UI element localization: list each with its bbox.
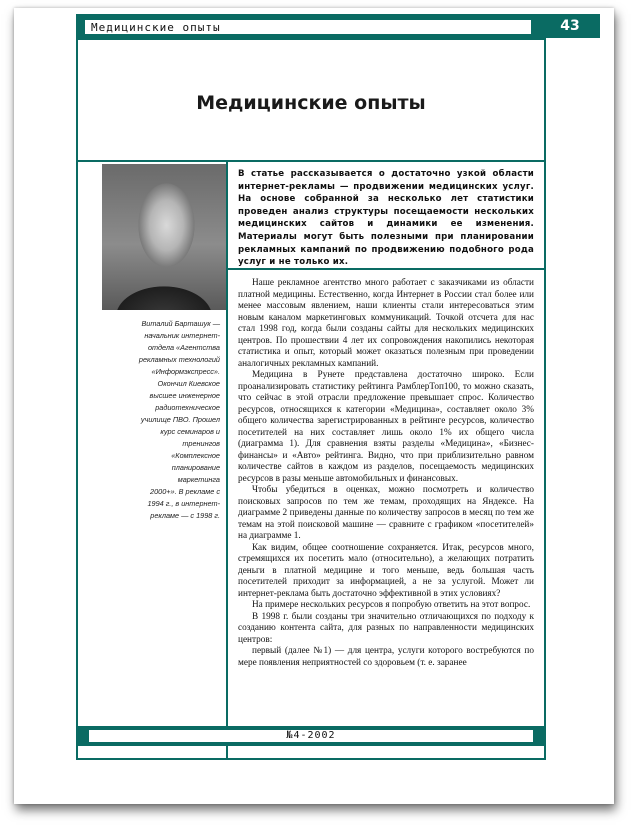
article-frame [76, 38, 546, 760]
body-paragraph: Наше рекламное агентство много работает с заказчиками из области платной медицины. Естественно, когда Интернет в России стал более или менее массовым явлением, наши клиенты стали интересоваться этим новым каналом маркетинговых коммуникаций. Точкой отсчета для нас стал 1998 год, когда были созданы сайты для нескольких медицинских центров. По прошествии 4 лет их сопровождения накопились некоторая статистика и опыт, который может оказаться полезным при проведении аналогичных рекламных кампаний. [238, 278, 534, 369]
body-paragraph: Как видим, общее соотношение сохраняется. Итак, ресурсов много, стремящихся их посетить мало (относительно), а желающих потратить деньги в платной медицине и того меньше, ведь большая часть посетителей приходит за информацией, а не за услугой. Может ли интернет-реклама быть достаточно эффективной в этих условиях? [238, 542, 534, 599]
lead-divider [228, 268, 544, 270]
article-lead: В статье рассказывается о достаточно узкой области интернет-рекламы — продвижении медицинских услуг. На основе собранной за несколько лет статистики проведен анализ структуры посещаемости нескольких медицинских сайтов и динамики ее изменения. Материалы могут быть полезными при планировании рекламных кампаний по продвижению подобного рода услуг и не только их. [238, 169, 534, 268]
author-caption: Виталий Барташук — начальник интернет- отдела «Агентства рекламных технологий «Информэкспресс». Окончил Киевское высшее инженерное радиотехническое училище ПВО. Прошел курс семинаров и тренингов «Комплексное планирование маркетинга 2000+». В рекламе с 1994 г., в интернет- рекламе — с 1998 г. [138, 319, 220, 520]
body-paragraph: На примере нескольких ресурсов я попробую ответить на этот вопрос. [252, 600, 531, 610]
article-body [238, 278, 534, 750]
issue-label: №4-2002 [88, 729, 534, 743]
body-paragraph: В 1998 г. были созданы три значительно отличающихся по подходу к созданию контента сайта, для разных по направленности медицинских центров: [238, 611, 534, 645]
body-paragraph: первый (далее №1) — для центра, услуги которого востребуются по мере появления неприятностей со здоровьем (т. е. заранее [238, 646, 534, 668]
title-box [78, 40, 544, 162]
page-number: 43 [560, 18, 580, 34]
article-title: Медицинские опыты [196, 92, 426, 114]
column-divider [226, 160, 228, 758]
section-label: Медицинские опыты [84, 19, 532, 35]
body-paragraph: Медицина в Рунете представлена достаточно широко. Если проанализировать статистику рейтинга РамблерТоп100, то можно сказать, что сейчас в этой отрасли предложение превышает спрос. Количество ресурсов, относящихся к категории «Медицина», составляет около 3% общего количества зарегистрированных в рейтинге ресурсов, количество посетителей на них составляет лишь около 1% их общего числа (диаграмма 1). Для сравнения взяты разделы «Медицина», «Бизнес-финансы» и «Авто» рейтинга. Видно, что при приблизительно равном количестве сайтов в каждом из разделов, посещаемость медицинских ресурсов в разы меньше автомобильных и финансовых. [238, 370, 534, 484]
author-photo [102, 164, 226, 310]
body-paragraph: Чтобы убедиться в оценках, можно посмотреть и количество поисковых запросов по тем же темам, проходящих на Яндексе. На диаграмме 2 приведены данные по количеству запросов в месяц по тем же темам на этой поисковой машине — сравните с графиком «посетителей» на диаграмме 1. [238, 485, 534, 541]
